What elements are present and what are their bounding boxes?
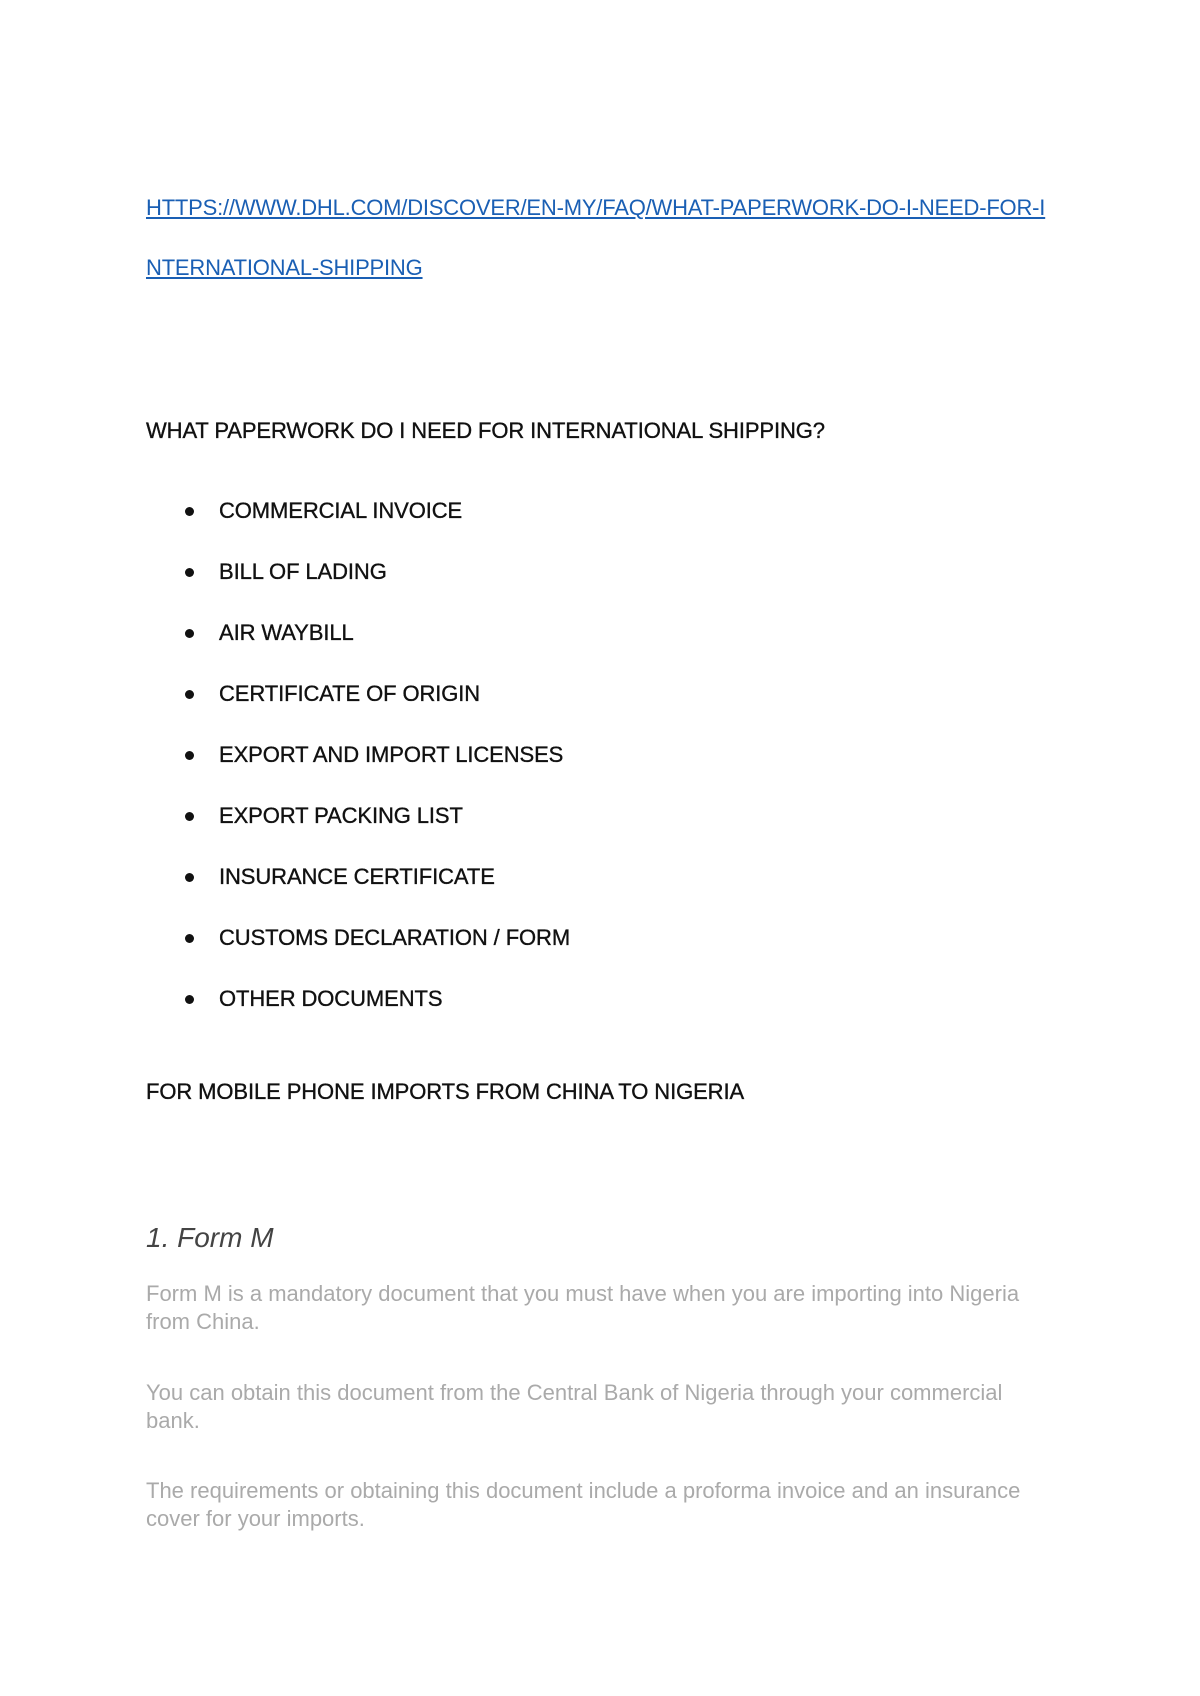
bullet-icon bbox=[185, 629, 194, 638]
list-item bbox=[146, 918, 570, 979]
list-item bbox=[146, 735, 570, 796]
list-item-label: CUSTOMS DECLARATION / FORM bbox=[219, 925, 571, 950]
question-heading: WHAT PAPERWORK DO I NEED FOR INTERNATIONAL SHIPPING? bbox=[146, 418, 825, 443]
list-item-label: EXPORT AND IMPORT LICENSES bbox=[219, 742, 564, 767]
bullet-icon bbox=[185, 751, 194, 760]
list-item bbox=[146, 857, 570, 918]
list-item bbox=[146, 674, 570, 735]
bullet-icon bbox=[185, 934, 194, 943]
bullet-icon bbox=[185, 507, 194, 516]
bullet-icon bbox=[185, 568, 194, 577]
source-url-link[interactable]: HTTPS://WWW.DHL.COM/DISCOVER/EN-MY/FAQ/WHAT-PAPERWORK-DO-I-NEED-FOR-INTERNATIONAL-SHIPPING bbox=[146, 195, 1046, 280]
bullet-icon bbox=[185, 995, 194, 1004]
paragraph: Form M is a mandatory document that you must have when you are importing into Nigeria from China. bbox=[146, 1281, 1020, 1334]
list-item-label: COMMERCIAL INVOICE bbox=[219, 498, 463, 523]
bullet-icon bbox=[185, 812, 194, 821]
list-item bbox=[146, 613, 570, 674]
required-documents-list bbox=[146, 491, 570, 1040]
paragraph: You can obtain this document from the Central Bank of Nigeria through your commercial bank. bbox=[146, 1380, 1003, 1433]
list-item-label: BILL OF LADING bbox=[219, 559, 387, 584]
paragraph: The requirements or obtaining this document include a proforma invoice and an insurance cover for your imports. bbox=[146, 1478, 1021, 1531]
list-item bbox=[146, 796, 570, 857]
list-item bbox=[146, 552, 570, 613]
list-item-label: OTHER DOCUMENTS bbox=[219, 986, 443, 1011]
list-item bbox=[146, 491, 570, 552]
list-item-label: EXPORT PACKING LIST bbox=[219, 803, 463, 828]
bullet-icon bbox=[185, 873, 194, 882]
bullet-icon bbox=[185, 690, 194, 699]
section-title-form-m: 1. Form M bbox=[146, 1222, 274, 1253]
list-item-label: CERTIFICATE OF ORIGIN bbox=[219, 681, 481, 706]
list-item-label: AIR WAYBILL bbox=[219, 620, 354, 645]
list-item-label: INSURANCE CERTIFICATE bbox=[219, 864, 495, 889]
list-item bbox=[146, 979, 570, 1040]
mobile-imports-subheading: FOR MOBILE PHONE IMPORTS FROM CHINA TO NIGERIA bbox=[146, 1079, 745, 1104]
